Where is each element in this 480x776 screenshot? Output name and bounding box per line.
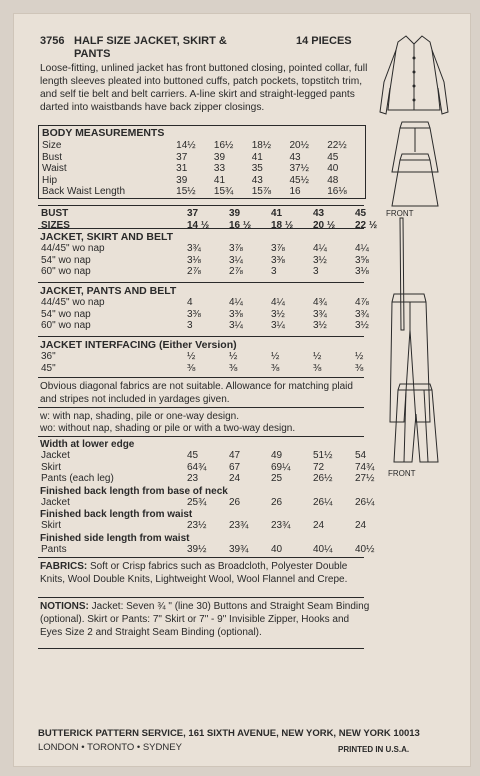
- row-value: 4¼: [271, 297, 285, 309]
- company-address: BUTTERICK PATTERN SERVICE, 161 SIXTH AVENUE, NEW YORK, NEW YORK 10013: [38, 728, 420, 739]
- row-value: 18 ½: [271, 219, 294, 231]
- row-value: 40: [327, 163, 339, 175]
- row-value: 35: [251, 163, 263, 175]
- row-label: 60" wo nap: [41, 320, 91, 332]
- table-row: [41, 297, 397, 309]
- row-value: 16⅛: [327, 186, 347, 198]
- row-value: 54: [355, 450, 367, 462]
- row-value: 3½: [355, 320, 369, 332]
- pants-drawing-back: [390, 294, 430, 422]
- row-label: SIZES: [41, 219, 70, 231]
- divider: [38, 597, 364, 598]
- finished-section-title: Finished back length from base of neck: [40, 486, 228, 497]
- table-row: [41, 544, 397, 556]
- row-value: 4¾: [313, 297, 327, 309]
- row-value: 18½: [251, 140, 272, 152]
- row-value: 26: [271, 497, 283, 509]
- row-value: 3⅝: [355, 254, 369, 266]
- row-value: 3⅞: [271, 243, 285, 255]
- table-row: [41, 450, 397, 462]
- row-value: 43: [313, 208, 325, 220]
- finished-table: [41, 497, 397, 509]
- row-value: 25¾: [187, 497, 207, 509]
- row-label: 44/45" wo nap: [41, 297, 105, 309]
- body-measurements-box: [38, 125, 366, 199]
- row-value: 4⅞: [355, 297, 369, 309]
- row-label: Jacket: [41, 450, 70, 462]
- row-value: 3¾: [355, 308, 369, 320]
- row-value: 22½: [327, 140, 347, 152]
- row-value: 3⅜: [271, 254, 285, 266]
- row-value: 39: [176, 174, 188, 186]
- without-nap-note: wo: without nap, shading or pile or with a two-way design.: [40, 423, 296, 434]
- divider: [38, 377, 364, 378]
- finished-table: [41, 544, 397, 556]
- row-value: ⅜: [187, 362, 196, 374]
- row-value: 3¼: [229, 320, 243, 332]
- row-value: 39: [229, 208, 241, 220]
- row-value: ⅜: [271, 362, 280, 374]
- divider: [38, 557, 364, 558]
- row-value: 16: [289, 186, 301, 198]
- notions-label: NOTIONS:: [40, 601, 89, 612]
- row-value: 4¼: [313, 243, 327, 255]
- finished-table: [41, 520, 397, 532]
- row-value: 43: [289, 151, 301, 163]
- pattern-description: Loose-fitting, unlined jacket has front buttoned closing, pointed collar, full length sleeves pleated into buttoned cuffs, patch pockets, topstitch trim, and self tie belt and belt carriers. A-line skirt and straight-legged pants darted into waistbands have back zipper closings.: [40, 63, 368, 113]
- fabrics-text: Soft or Crisp fabrics such as Broadcloth, Polyester Double Knits, Wool Double Knits, Lightweight Wool, Wool Flannel and Crepe.: [40, 561, 348, 585]
- row-label: BUST: [41, 208, 69, 220]
- row-value: 3⅜: [229, 308, 243, 320]
- row-value: 14 ½: [187, 219, 210, 231]
- table-row: [42, 163, 365, 175]
- row-value: 3: [271, 266, 277, 278]
- row-value: ½: [271, 351, 280, 363]
- diagonal-note: Obvious diagonal fabrics are not suitable. Allowance for matching plaid and stripes not included in yardages given.: [40, 381, 353, 405]
- row-value: 26¼: [355, 497, 375, 509]
- row-label: 44/45" wo nap: [41, 243, 105, 255]
- yardage-table: [41, 243, 397, 278]
- body-measurements-table: [42, 140, 365, 198]
- row-label: 54" wo nap: [41, 308, 91, 320]
- pattern-number: 3756: [40, 35, 65, 47]
- pattern-title: HALF SIZE JACKET, SKIRT & PANTS: [74, 35, 227, 60]
- row-label: 60" wo nap: [41, 266, 91, 278]
- row-value: 3½: [313, 320, 327, 332]
- row-value: 67: [229, 461, 241, 473]
- table-row: [41, 473, 397, 485]
- row-value: 41: [251, 151, 263, 163]
- row-value: 4¼: [355, 243, 369, 255]
- fabrics-block: [40, 560, 370, 586]
- row-value: 3⅛: [187, 254, 201, 266]
- row-value: 41: [213, 174, 226, 186]
- row-value: 23¾: [229, 520, 249, 532]
- divider: [38, 228, 364, 229]
- row-value: 3⅞: [229, 243, 243, 255]
- notions-text: Jacket: Seven ¾ " (line 30) Buttons and Straight Seam Binding (optional). Skirt or Pants: 7" Skirt or 7" - 9" Invisible Zipper, Hooks and Eyes Size 2 and Straight Seam Binding (optional).: [40, 601, 370, 638]
- front-label-pants: FRONT: [388, 469, 416, 478]
- row-value: 23: [187, 473, 199, 485]
- row-value: 25: [271, 473, 283, 485]
- body-measurements-title: BODY MEASUREMENTS: [42, 127, 165, 139]
- row-value: 37: [176, 151, 188, 163]
- pants-drawing-front: [394, 384, 438, 462]
- row-value: 16 ½: [229, 219, 252, 231]
- row-value: 20 ½: [313, 219, 336, 231]
- row-label: 45": [41, 362, 56, 374]
- divider: [38, 436, 364, 437]
- row-value: 22 ½: [355, 219, 378, 231]
- row-value: 23¾: [271, 520, 291, 532]
- row-value: 41: [271, 208, 283, 220]
- table-row: [41, 462, 397, 474]
- row-value: 40½: [355, 544, 375, 556]
- row-label: Pants: [41, 544, 67, 556]
- row-value: 3¾: [187, 243, 201, 255]
- row-value: ½: [355, 351, 364, 363]
- finished-section-title: Width at lower edge: [40, 439, 135, 450]
- row-value: 2⅞: [187, 266, 201, 278]
- table-row: [41, 497, 397, 509]
- yardage-table: [41, 297, 397, 332]
- row-value: 3¼: [271, 320, 285, 332]
- row-value: ⅜: [229, 362, 238, 374]
- table-row: [41, 208, 397, 220]
- yardage-section-title: JACKET, PANTS AND BELT: [40, 285, 177, 297]
- table-row: [42, 140, 365, 152]
- row-value: 31: [176, 163, 188, 175]
- row-value: 3½: [313, 254, 327, 266]
- row-label: Skirt: [41, 520, 61, 532]
- divider: [38, 407, 364, 408]
- row-value: 24: [355, 520, 367, 532]
- belt-drawing: [400, 218, 404, 330]
- row-value: 15⅞: [251, 186, 272, 198]
- skirt-drawing-front: [392, 154, 438, 206]
- row-label: Size: [42, 140, 62, 152]
- row-value: 3¼: [229, 254, 243, 266]
- row-label: 36": [41, 351, 56, 363]
- row-value: 20½: [289, 140, 309, 152]
- row-value: ⅜: [313, 362, 322, 374]
- table-row: [41, 255, 397, 267]
- row-label: Hip: [42, 174, 58, 186]
- row-value: 4: [187, 297, 193, 309]
- row-label: 54" wo nap: [41, 254, 91, 266]
- row-value: 23½: [187, 520, 207, 532]
- divider: [38, 205, 364, 206]
- row-value: 3⅜: [187, 308, 201, 320]
- row-value: ½: [187, 351, 196, 363]
- row-value: 43: [251, 174, 263, 186]
- row-value: 3½: [271, 308, 285, 320]
- row-value: 49: [271, 450, 283, 462]
- row-value: 15¾: [213, 186, 234, 198]
- row-value: ½: [313, 351, 322, 363]
- row-value: 26: [229, 497, 241, 509]
- row-value: ⅜: [355, 362, 364, 374]
- row-value: 37: [187, 208, 199, 220]
- row-value: 39: [213, 151, 226, 163]
- row-value: 45: [187, 450, 199, 462]
- pieces-count: 14 PIECES: [296, 35, 352, 47]
- row-value: 47: [229, 450, 241, 462]
- divider: [38, 336, 364, 337]
- finished-section-title: Finished back length from waist: [40, 509, 193, 520]
- divider: [38, 648, 364, 649]
- yardage-section-title: JACKET INTERFACING (Either Version): [40, 339, 237, 351]
- table-row: [41, 363, 397, 375]
- row-value: ½: [229, 351, 238, 363]
- row-value: 45½: [289, 174, 309, 186]
- row-value: 14½: [176, 140, 196, 152]
- row-value: 2⅞: [229, 266, 243, 278]
- yardage-section-title: JACKET, SKIRT AND BELT: [40, 231, 174, 243]
- printed-in: PRINTED IN U.S.A.: [338, 745, 410, 754]
- with-nap-note: w: with nap, shading, pile or one-way design.: [40, 411, 240, 422]
- row-value: 16½: [213, 140, 234, 152]
- row-value: 3⅛: [355, 266, 369, 278]
- table-row: [42, 152, 365, 164]
- row-value: 45: [355, 208, 367, 220]
- row-value: 40¼: [313, 544, 333, 556]
- finished-table: [41, 450, 397, 485]
- table-row: [42, 186, 365, 198]
- row-value: 4¼: [229, 297, 243, 309]
- table-row: [42, 175, 365, 187]
- row-value: 37½: [289, 163, 309, 175]
- row-label: Pants (each leg): [41, 473, 114, 485]
- row-value: 26½: [313, 473, 333, 485]
- jacket-drawing: [380, 36, 448, 114]
- table-row: [41, 220, 397, 232]
- row-value: 72: [313, 461, 325, 473]
- front-label-skirt: FRONT: [386, 209, 414, 218]
- table-row: [41, 520, 397, 532]
- row-value: 40: [271, 544, 283, 556]
- table-row: [41, 309, 397, 321]
- row-value: 51½: [313, 450, 333, 462]
- row-label: Waist: [42, 163, 67, 175]
- row-value: 15½: [176, 186, 196, 198]
- row-value: 69¼: [271, 461, 291, 473]
- row-value: 74¾: [355, 461, 375, 473]
- row-label: Bust: [42, 151, 63, 163]
- row-label: Skirt: [41, 461, 61, 473]
- row-label: Back Waist Length: [42, 186, 126, 198]
- row-value: 24: [229, 473, 241, 485]
- row-value: 26¼: [313, 497, 333, 509]
- row-value: 33: [213, 163, 226, 175]
- divider: [38, 282, 364, 283]
- row-value: 3: [187, 320, 193, 332]
- table-row: [41, 266, 397, 278]
- row-value: 45: [327, 151, 339, 163]
- garment-line-drawings: [370, 30, 466, 480]
- table-row: [41, 320, 397, 332]
- row-value: 27½: [355, 473, 375, 485]
- row-value: 39½: [187, 544, 207, 556]
- yardage-table: [41, 351, 397, 374]
- table-row: [41, 243, 397, 255]
- row-value: 24: [313, 520, 325, 532]
- finished-section-title: Finished side length from waist: [40, 533, 190, 544]
- row-value: 64¾: [187, 461, 207, 473]
- row-value: 39¾: [229, 544, 249, 556]
- row-value: 3¾: [313, 308, 327, 320]
- notions-block: [40, 600, 370, 639]
- row-value: 48: [327, 174, 339, 186]
- company-cities: LONDON • TORONTO • SYDNEY: [38, 742, 182, 753]
- table-row: [41, 351, 397, 363]
- fabrics-label: FABRICS:: [40, 561, 88, 572]
- row-label: Jacket: [41, 497, 70, 509]
- row-value: 3: [313, 266, 319, 278]
